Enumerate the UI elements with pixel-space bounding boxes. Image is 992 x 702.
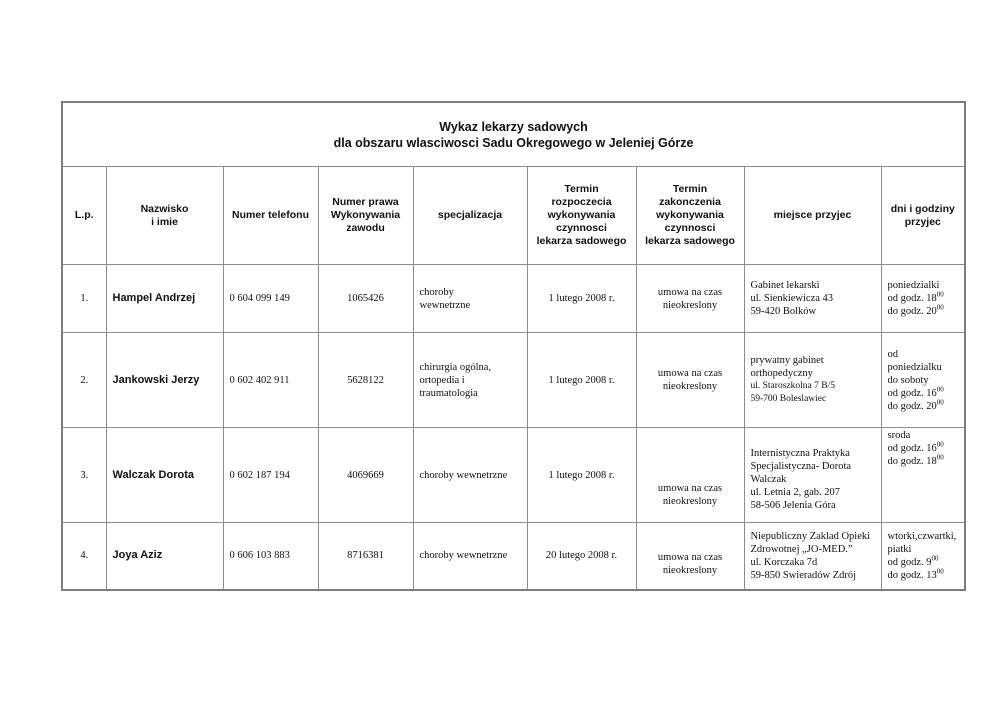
header-hours: dni i godziny przyjec <box>881 167 965 265</box>
cell-start: 1 lutego 2008 r. <box>527 333 636 428</box>
cell-lp: 4. <box>62 523 106 590</box>
hours-from-text: od godz. 9 <box>887 556 932 568</box>
cell-name: Joya Aziz <box>106 523 223 590</box>
cell-license: 1065426 <box>318 265 413 333</box>
hours-from <box>888 442 959 455</box>
cell-specialization: choroby wewnetrzne <box>413 265 527 333</box>
hours-to <box>888 305 959 318</box>
hours-to-text: do godz. 13 <box>887 569 937 581</box>
cell-name: Jankowski Jerzy <box>106 333 223 428</box>
place-main: prywatny gabinet orthopedyczny <box>750 355 824 379</box>
cell-name: Walczak Dorota <box>106 428 223 523</box>
hours-from-text: od godz. 16 <box>887 387 937 399</box>
table-row <box>62 265 965 333</box>
hours-from <box>888 292 959 305</box>
cell-phone: 0 602 187 194 <box>223 428 318 523</box>
cell-phone: 0 606 103 883 <box>223 523 318 590</box>
cell-place <box>744 333 881 428</box>
cell-specialization: chirurgia ogólna, ortopedia i traumatologia <box>413 333 527 428</box>
header-phone: Numer telefonu <box>223 167 318 265</box>
cell-start: 1 lutego 2008 r. <box>527 265 636 333</box>
cell-license: 4069669 <box>318 428 413 523</box>
hours-to-text: do godz. 18 <box>887 456 937 467</box>
cell-lp: 1. <box>62 265 106 333</box>
cell-lp: 3. <box>62 428 106 523</box>
hours-days: poniedzialki <box>887 280 940 291</box>
hours-to-minutes: 00 <box>936 453 944 462</box>
cell-license: 8716381 <box>318 523 413 590</box>
cell-start: 20 lutego 2008 r. <box>527 523 636 590</box>
header-name: Nazwisko i imie <box>106 167 223 265</box>
hours-from-minutes: 00 <box>936 385 944 393</box>
hours-days: wtorki,czwartki, piatki <box>887 530 957 555</box>
title-line-2: dla obszaru wlasciwosci Sadu Okregowego w Jeleniej Górze <box>333 135 694 150</box>
cell-phone: 0 604 099 149 <box>223 265 318 333</box>
cell-hours <box>881 333 965 428</box>
cell-end: umowa na czas nieokreslony <box>636 523 744 590</box>
table-row <box>62 428 965 523</box>
header-start: Termin rozpoczecia wykonywania czynnosci lekarza sadowego <box>527 167 636 265</box>
header-row <box>62 167 965 265</box>
hours-from <box>888 556 959 569</box>
hours-to <box>888 455 959 468</box>
header-place: miejsce przyjec <box>744 167 881 265</box>
cell-name: Hampel Andrzej <box>106 265 223 333</box>
hours-to <box>888 400 959 413</box>
hours-from-minutes: 00 <box>931 554 939 563</box>
hours-from <box>888 387 959 400</box>
hours-from-minutes: 00 <box>936 440 944 449</box>
header-specialization: specjalizacja <box>413 167 527 265</box>
header-end: Termin zakonczenia wykonywania czynnosci lekarza sadowego <box>636 167 744 265</box>
header-lp: L.p. <box>62 167 106 265</box>
cell-place: Internistyczna Praktyka Specjalistyczna- Dorota Walczak ul. Letnia 2, gab. 207 58-506 Jelenia Góra <box>744 428 881 523</box>
cell-end: umowa na czas nieokreslony <box>636 428 744 523</box>
hours-to-text: do godz. 20 <box>887 306 937 317</box>
cell-hours <box>881 523 965 590</box>
cell-start: 1 lutego 2008 r. <box>527 428 636 523</box>
hours-to-text: do godz. 20 <box>887 400 937 412</box>
doctors-table <box>61 101 966 591</box>
cell-phone: 0 602 402 911 <box>223 333 318 428</box>
table-title <box>62 102 965 167</box>
header-license: Numer prawa Wykonywania zawodu <box>318 167 413 265</box>
cell-place: Gabinet lekarski ul. Sienkiewicza 43 59-420 Bolków <box>744 265 881 333</box>
table-row <box>62 333 965 428</box>
hours-to <box>888 569 959 582</box>
cell-place: Niepubliczny Zaklad Opieki Zdrowotnej „JO-MED.” ul. Korczaka 7d 59-850 Swieradów Zdrój <box>744 523 881 590</box>
cell-hours <box>881 428 965 523</box>
cell-hours <box>881 265 965 333</box>
cell-license: 5628122 <box>318 333 413 428</box>
hours-days: sroda <box>887 430 911 441</box>
table-row <box>62 523 965 590</box>
cell-end: umowa na czas nieokreslony <box>636 333 744 428</box>
cell-specialization: choroby wewnetrzne <box>413 428 527 523</box>
hours-to-minutes: 00 <box>936 303 944 312</box>
hours-to-minutes: 00 <box>936 567 944 576</box>
hours-from-minutes: 00 <box>936 290 944 299</box>
cell-lp: 2. <box>62 333 106 428</box>
title-line-1: Wykaz lekarzy sadowych <box>439 119 588 134</box>
hours-days: od poniedzialku do soboty <box>887 348 942 386</box>
hours-from-text: od godz. 16 <box>887 443 937 454</box>
cell-end: umowa na czas nieokreslony <box>636 265 744 333</box>
hours-from-text: od godz. 18 <box>887 293 937 304</box>
hours-to-minutes: 00 <box>936 398 944 406</box>
place-address: ul. Staroszkolna 7 B/5 59-700 Boleslawiec <box>750 381 835 404</box>
cell-specialization: choroby wewnetrzne <box>413 523 527 590</box>
